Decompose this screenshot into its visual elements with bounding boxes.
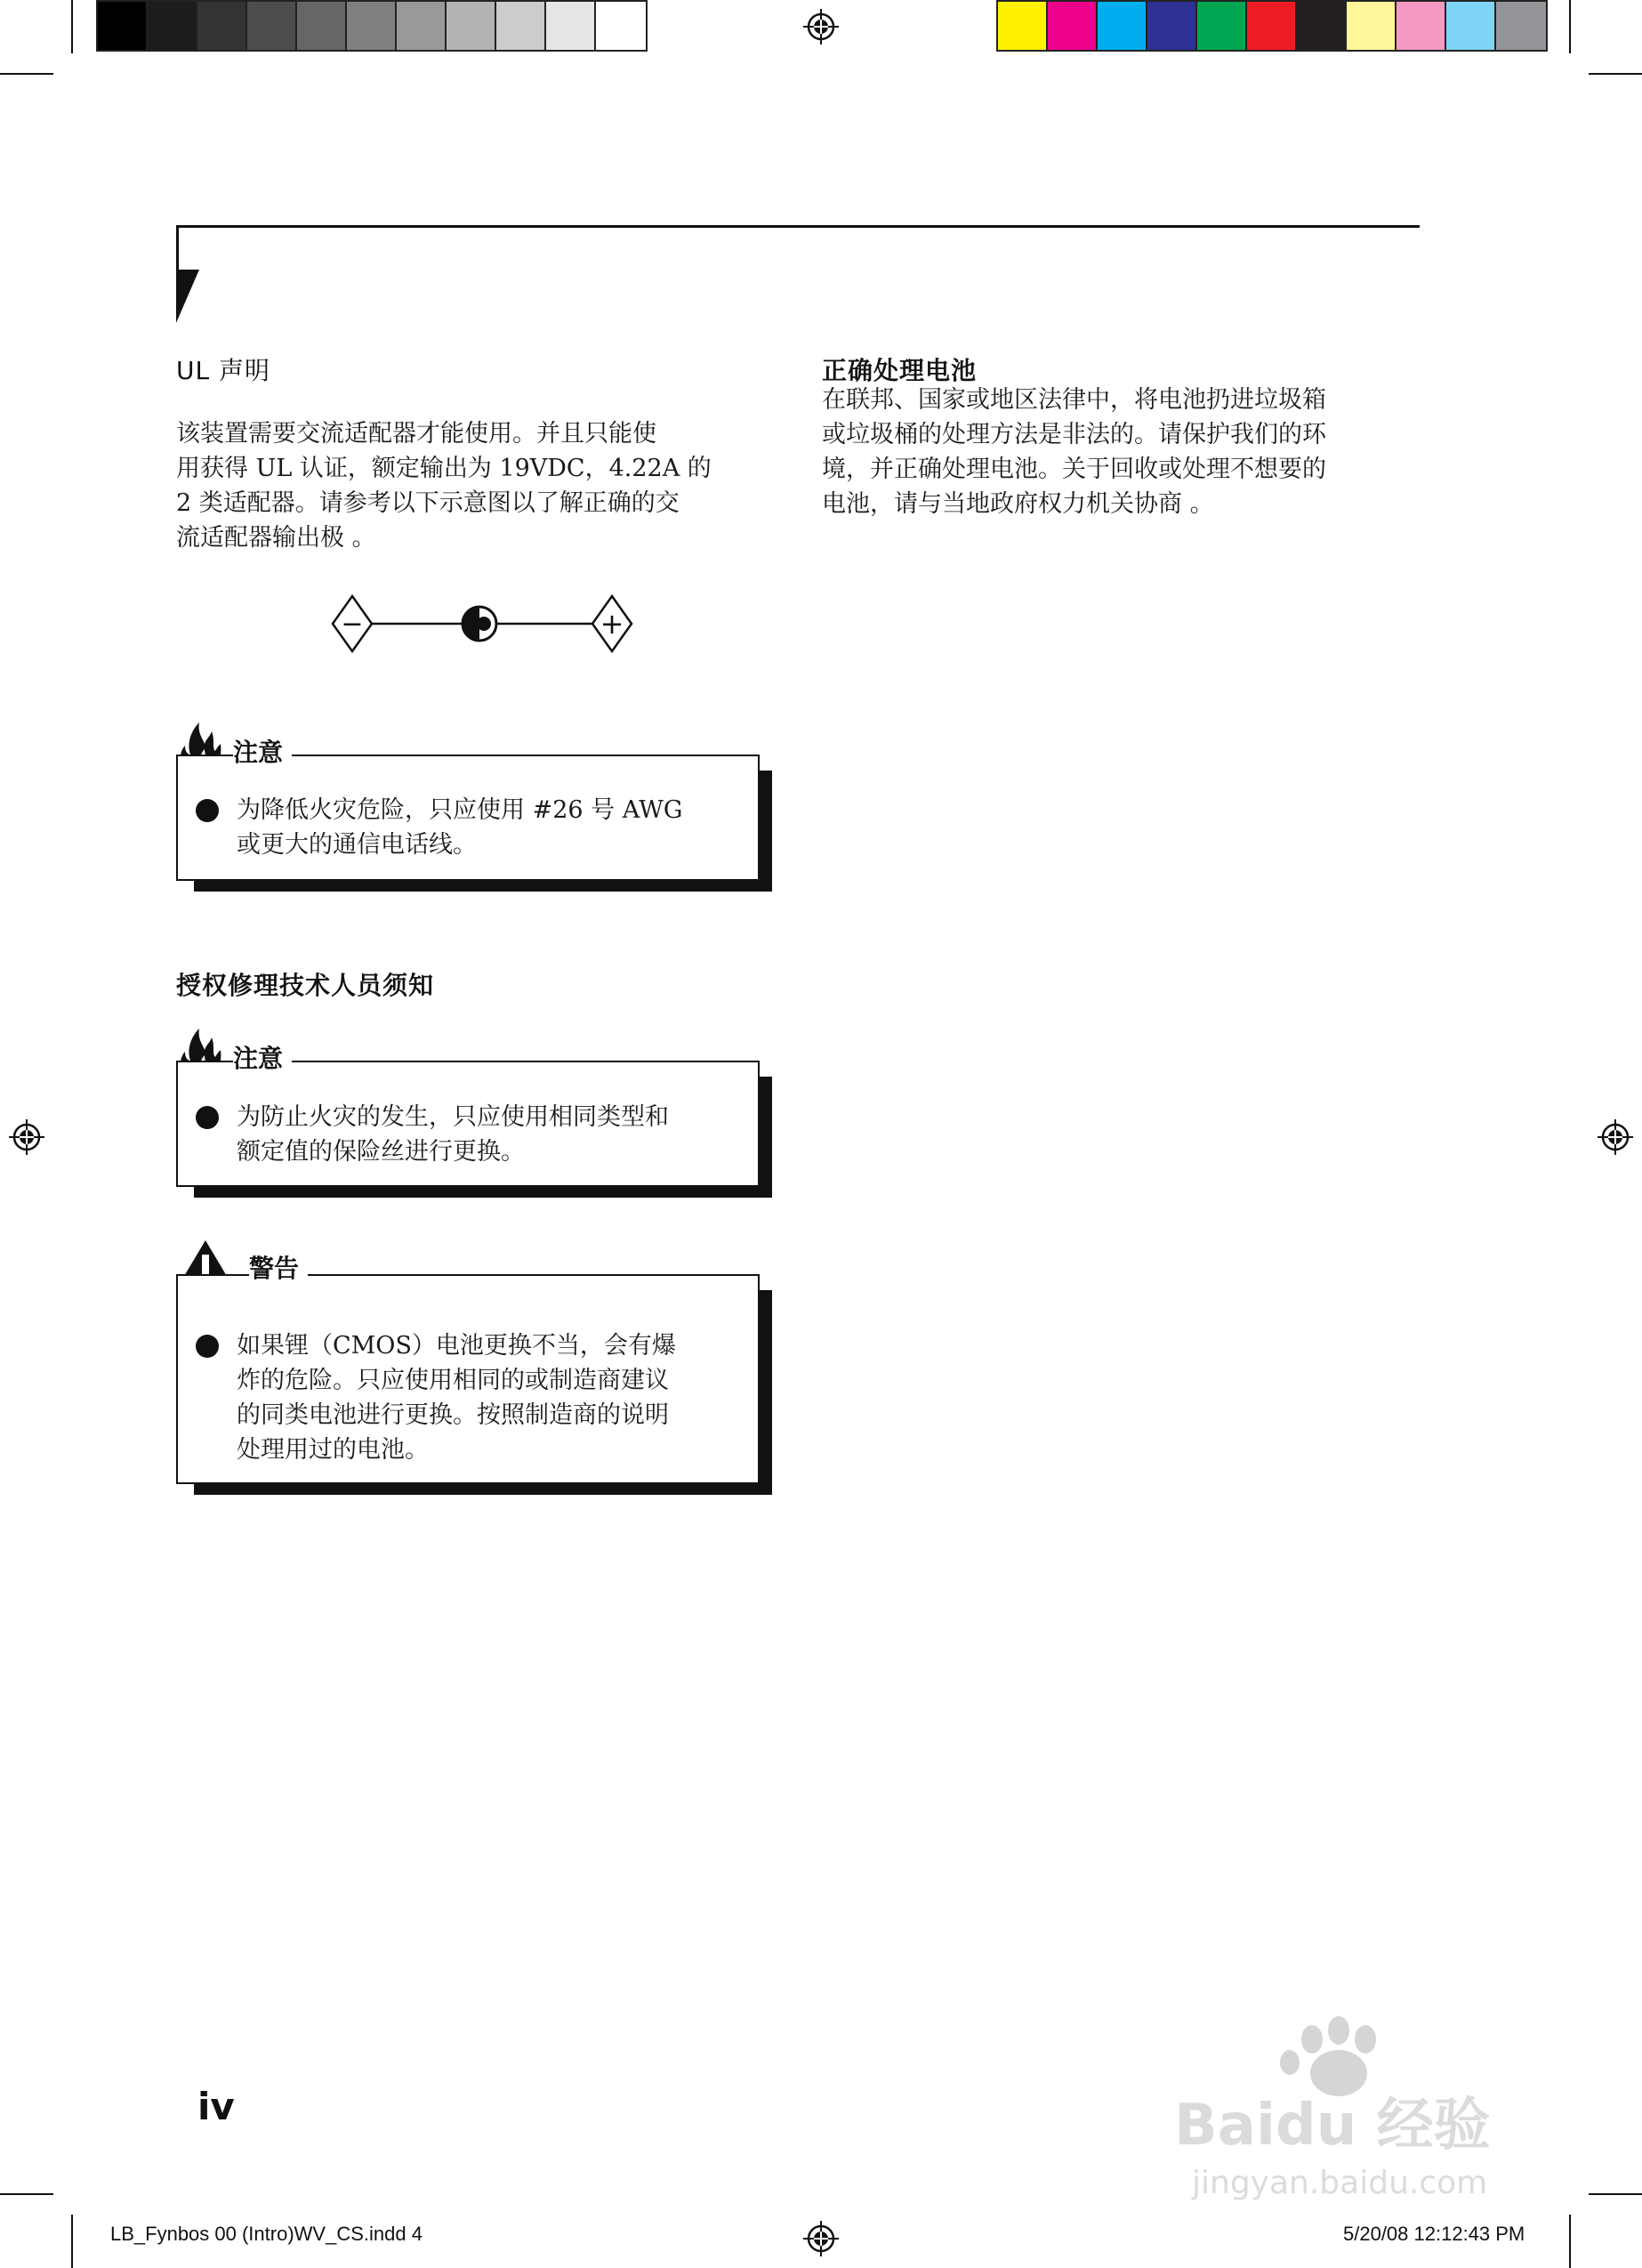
gray-swatch-bar bbox=[96, 0, 648, 52]
color-swatch bbox=[1297, 2, 1347, 50]
slug-filename: LB_Fynbos 00 (Intro)WV_CS.indd 4 bbox=[110, 2223, 423, 2245]
bullet-icon bbox=[196, 1335, 219, 1358]
paragraph-line: 2 类适配器。请参考以下示意图以了解正确的交 bbox=[176, 489, 680, 517]
ul-paragraph bbox=[176, 416, 772, 555]
battery-disposal-paragraph bbox=[822, 383, 1418, 521]
registration-mark-bottom bbox=[803, 2221, 839, 2256]
color-swatch bbox=[148, 2, 197, 50]
caution-label: 注意 bbox=[233, 1039, 292, 1075]
crop-mark bbox=[0, 2193, 53, 2195]
paragraph-line: 或垃圾桶的处理方法是非法的。请保护我们的环 bbox=[822, 421, 1326, 448]
paragraph-line: 境，并正确处理电池。关于回收或处理不想要的 bbox=[822, 456, 1326, 483]
paragraph-line: 用获得 UL 认证，额定输出为 19VDC，4.22A 的 bbox=[176, 455, 712, 482]
registration-mark-left bbox=[9, 1119, 44, 1155]
crop-mark bbox=[1589, 73, 1642, 75]
watermark-url: jingyan.baidu.com bbox=[1192, 2165, 1488, 2201]
color-swatch bbox=[1347, 2, 1397, 50]
caution-line: 额定值的保险丝进行更换。 bbox=[237, 1138, 525, 1166]
color-swatch bbox=[397, 2, 447, 50]
warning-text bbox=[237, 1328, 676, 1467]
caution-line: 为降低火灾危险，只应使用 #26 号 AWG bbox=[237, 796, 683, 824]
color-swatch bbox=[998, 2, 1048, 50]
color-swatch bbox=[247, 2, 297, 50]
registration-mark-right bbox=[1598, 1119, 1633, 1155]
baidu-watermark bbox=[1156, 2011, 1557, 2207]
header-corner-tab bbox=[176, 225, 203, 323]
color-swatch bbox=[98, 2, 148, 50]
battery-disposal-heading: 正确处理电池 bbox=[822, 356, 978, 385]
crop-mark bbox=[1569, 0, 1571, 53]
polarity-diagram bbox=[331, 593, 633, 655]
color-swatch bbox=[297, 2, 347, 50]
color-swatch bbox=[546, 2, 596, 50]
caution-line: 为防止火灾的发生，只应使用相同类型和 bbox=[237, 1103, 669, 1131]
crop-mark bbox=[0, 73, 53, 75]
caution-text bbox=[237, 1100, 669, 1169]
watermark-brand: Baidu 经验 bbox=[1174, 2093, 1491, 2159]
color-swatch bbox=[596, 2, 646, 50]
bullet-icon bbox=[196, 799, 219, 822]
color-swatch bbox=[1247, 2, 1297, 50]
color-swatch bbox=[1147, 2, 1197, 50]
paragraph-line: 流适配器输出极 。 bbox=[176, 524, 376, 552]
bullet-icon bbox=[196, 1106, 219, 1129]
crop-mark bbox=[1569, 2215, 1571, 2268]
warning-line: 处理用过的电池。 bbox=[237, 1436, 429, 1464]
color-swatch bbox=[1048, 2, 1098, 50]
warning-line: 的同类电池进行更换。按照制造商的说明 bbox=[237, 1401, 669, 1429]
slug-timestamp: 5/20/08 12:12:43 PM bbox=[1343, 2223, 1525, 2245]
polarity-minus-sign: − bbox=[341, 609, 364, 640]
paragraph-line: 在联邦、国家或地区法律中，将电池扔进垃圾箱 bbox=[822, 386, 1326, 414]
color-swatch bbox=[1098, 2, 1147, 50]
polarity-plus-sign: + bbox=[600, 607, 624, 641]
service-personnel-heading: 授权修理技术人员须知 bbox=[176, 971, 435, 1000]
paragraph-line: 该装置需要交流适配器才能使用。并且只能使 bbox=[176, 420, 656, 448]
ul-heading: UL 声明 bbox=[176, 356, 270, 385]
warning-line: 炸的危险。只应使用相同的或制造商建议 bbox=[237, 1367, 669, 1394]
crop-mark bbox=[71, 2215, 73, 2268]
warning-label: 警告 bbox=[249, 1249, 308, 1285]
paragraph-line: 电池，请与当地政府权力机关协商 。 bbox=[822, 490, 1214, 518]
header-rule bbox=[176, 225, 1420, 228]
warning-line: 如果锂（CMOS）电池更换不当，会有爆 bbox=[237, 1332, 676, 1360]
caution-label: 注意 bbox=[233, 733, 292, 769]
color-swatch bbox=[1446, 2, 1496, 50]
color-swatch bbox=[197, 2, 247, 50]
color-swatch bbox=[347, 2, 397, 50]
color-swatch bbox=[1197, 2, 1247, 50]
color-swatch bbox=[496, 2, 546, 50]
color-swatch bbox=[447, 2, 496, 50]
crop-mark bbox=[1589, 2193, 1642, 2195]
caution-text bbox=[237, 793, 682, 862]
color-swatch-bar bbox=[996, 0, 1548, 52]
color-swatch bbox=[1397, 2, 1446, 50]
color-swatch bbox=[1496, 2, 1546, 50]
crop-mark bbox=[71, 0, 73, 53]
registration-mark-top bbox=[803, 9, 839, 44]
caution-line: 或更大的通信电话线。 bbox=[237, 831, 477, 859]
page-number: iv bbox=[197, 2085, 235, 2128]
